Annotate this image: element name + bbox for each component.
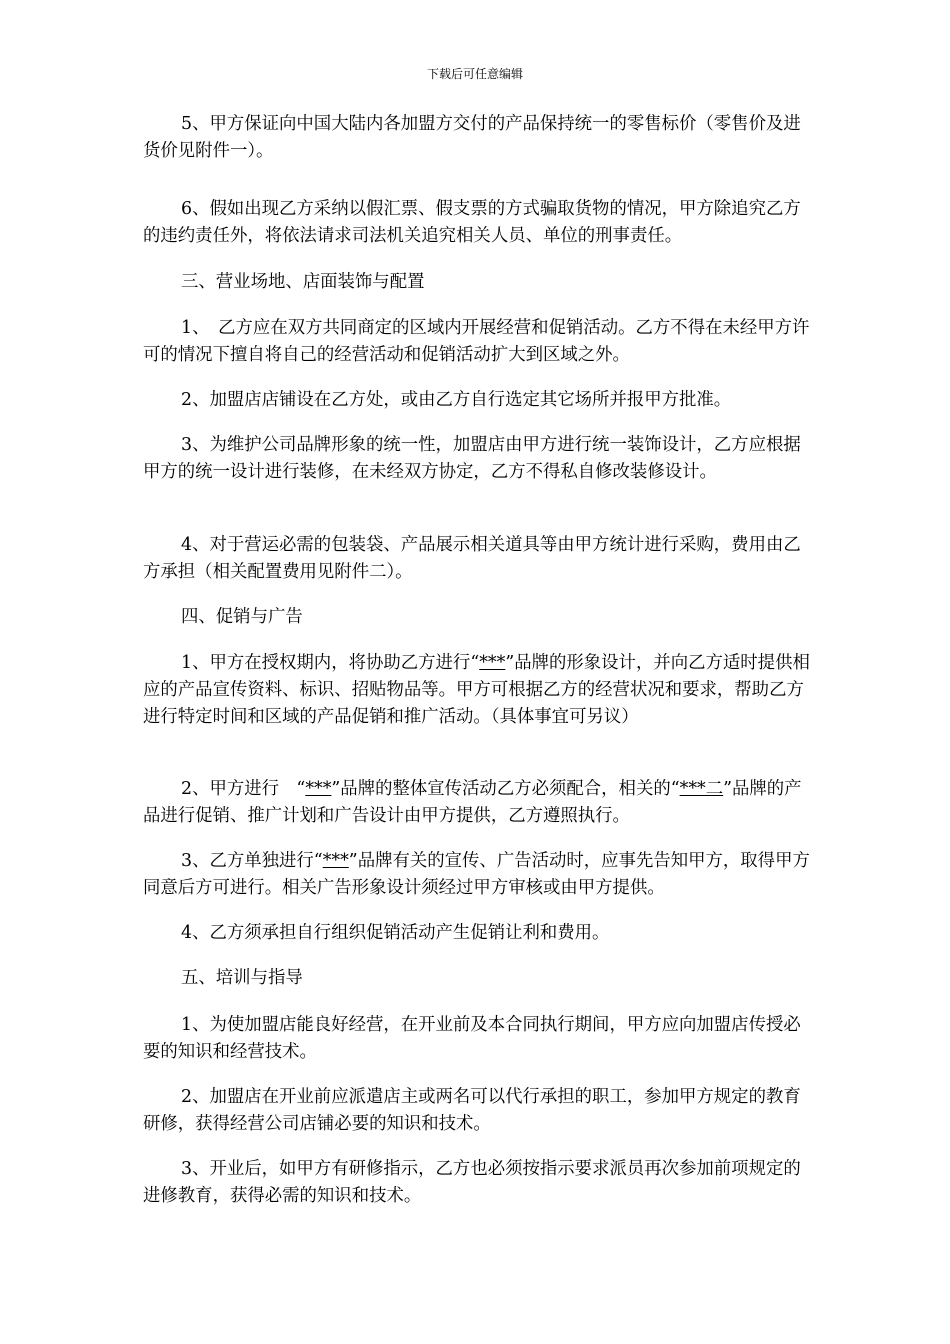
paragraph-4-3 — [143, 848, 813, 902]
page-header: 下载后可任意编辑 — [426, 67, 523, 81]
text-run: 2、甲方进行 “ — [181, 779, 306, 799]
text-run: 3、乙方单独进行“ — [181, 851, 323, 871]
paragraph-5-3: 3、开业后，如甲方有研修指示，乙方也必须按指示要求派员再次参加前项规定的进修教育，获得必需的知识和技术。 — [143, 1159, 801, 1206]
paragraph-4-1 — [143, 650, 813, 731]
paragraph-3-4: 4、对于营运必需的包装袋、产品展示相关道具等由甲方统计进行采购，费用由乙方承担（相关配置费用见附件二）。 — [143, 535, 801, 582]
paragraph-5-2: 2、加盟店在开业前应派遣店主或两名可以代行承担的职工，参加甲方规定的教育研修，获得经营公司店铺必要的知识和技术。 — [143, 1087, 801, 1134]
section-heading-5: 五、培训与指导 — [181, 968, 303, 988]
brand-placeholder: *** — [305, 779, 332, 799]
brand-placeholder: ***二 — [679, 779, 724, 799]
brand-placeholder: *** — [322, 851, 349, 871]
section-heading-3: 三、营业场地、店面装饰与配置 — [181, 272, 425, 292]
paragraph-3-3: 3、为维护公司品牌形象的统一性，加盟店由甲方进行统一装饰设计，乙方应根据甲方的统一设计进行装修，在未经双方协定，乙方不得私自修改装修设计。 — [143, 435, 801, 482]
paragraph-clause-5: 5、甲方保证向中国大陆内各加盟方交付的产品保持统一的零售标价（零售价及进货价见附件一）。 — [143, 114, 801, 161]
paragraph-clause-6: 6、假如出现乙方采纳以假汇票、假支票的方式骗取货物的情况，甲方除追究乙方的违约责任外，将依法请求司法机关追究相关人员、单位的刑事责任。 — [143, 199, 801, 246]
paragraph-4-4: 4、乙方须承担自行组织促销活动产生促销让利和费用。 — [181, 923, 610, 943]
paragraph-5-1: 1、为使加盟店能良好经营，在开业前及本合同执行期间，甲方应向加盟店传授必要的知识和经营技术。 — [143, 1015, 801, 1062]
text-run: ”品牌的产品进行促销、推广计划和广告设计由甲方提供，乙方遵照执行。 — [143, 779, 802, 826]
paragraph-4-2 — [143, 776, 813, 830]
paragraph-3-2: 2、加盟店店铺设在乙方处，或由乙方自行选定其它场所并报甲方批准。 — [181, 390, 732, 410]
text-run: ”品牌的形象设计，并向乙方适时提供相应的产品宣传资料、标识、招贴物品等。甲方可根据乙方的经营状况和要求，帮助乙方进行特定时间和区域的产品促销和推广活动。（具体事宜可另议） — [143, 653, 810, 727]
brand-placeholder: *** — [479, 653, 506, 673]
text-run: ”品牌有关的宣传、广告活动时，应事先告知甲方，取得甲方同意后方可进行。相关广告形象设计须经过甲方审核或由甲方提供。 — [143, 851, 810, 898]
section-heading-4: 四、促销与广告 — [181, 607, 303, 627]
paragraph-3-1: 1、 乙方应在双方共同商定的区域内开展经营和促销活动。乙方不得在未经甲方许可的情况下擅自将自己的经营活动和促销活动扩大到区域之外。 — [143, 318, 810, 365]
text-run: 1、甲方在授权期内，将协助乙方进行“ — [181, 653, 480, 673]
text-run: ”品牌的整体宣传活动乙方必须配合，相关的“ — [331, 779, 680, 799]
